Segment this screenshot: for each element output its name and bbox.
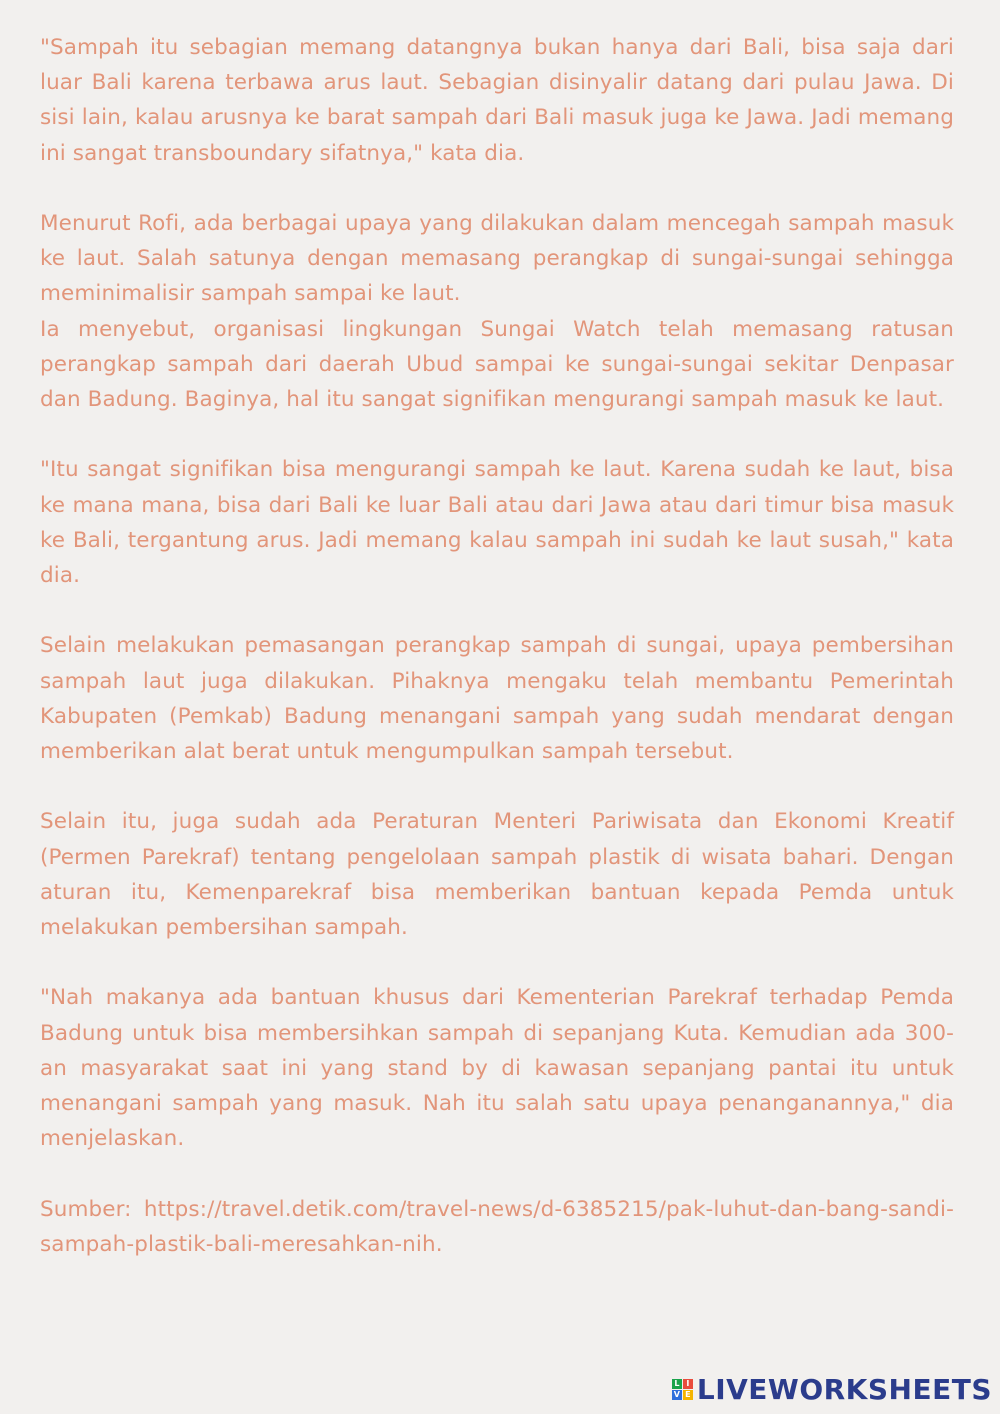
paragraph-gap [40, 1156, 954, 1191]
liveworksheets-brand [672, 1373, 992, 1406]
paragraph-gap [40, 593, 954, 628]
paragraph-7: "Nah makanya ada bantuan khusus dari Kementerian Parekraf terhadap Pemda Badung untuk bisa membersihkan sampah di sepanjang Kuta. Kemudian ada 300-an masyarakat saat ini yang stand by di kawasan sepanjang pantai itu untuk menangani sampah yang masuk. Nah itu salah satu upaya penanganannya," dia menjelaskan. [40, 985, 954, 1152]
paragraph-6: Selain itu, juga sudah ada Peraturan Menteri Pariwisata dan Ekonomi Kreatif (Permen Parekraf) tentang pengelolaan sampah plastik di wisata bahari. Dengan aturan itu, Kemenparekraf bisa memberikan bantuan kepada Pemda untuk melakukan pembersihan sampah. [40, 809, 954, 941]
logo-letter: E [683, 1390, 693, 1400]
paragraph-4: "Itu sangat signifikan bisa mengurangi sampah ke laut. Karena sudah ke laut, bisa ke mana mana, bisa dari Bali ke luar Bali atau dari Jawa atau dari timur bisa masuk ke Bali, tergantung arus. Jadi memang kalau sampah ini sudah ke laut susah," kata dia. [40, 457, 954, 589]
paragraph-gap [40, 171, 954, 206]
logo-letter: I [683, 1379, 693, 1389]
liveworksheets-logo-icon [672, 1379, 693, 1400]
source-citation: Sumber: https://travel.detik.com/travel-news/d-6385215/pak-luhut-dan-bang-sandi-sampah-plastik-bali-meresahkan-nih. [40, 1196, 954, 1257]
paragraph-2: Menurut Rofi, ada berbagai upaya yang dilakukan dalam mencegah sampah masuk ke laut. Salah satunya dengan memasang perangkap di sungai-sungai sehingga meminimalisir sampah sampai ke laut. [40, 211, 954, 307]
paragraph-1: "Sampah itu sebagian memang datangnya bukan hanya dari Bali, bisa saja dari luar Bali karena terbawa arus laut. Sebagian disinyalir datang dari pulau Jawa. Di sisi lain, kalau arusnya ke barat sampah dari Bali masuk juga ke Jawa. Jadi memang ini sangat transboundary sifatnya," kata dia. [40, 35, 954, 166]
paragraph-5: Selain melakukan pemasangan perangkap sampah di sungai, upaya pembersihan sampah laut juga dilakukan. Pihaknya mengaku telah membantu Pemerintah Kabupaten (Pemkab) Badung menangani sampah yang sudah mendarat dengan memberikan alat berat untuk mengumpulkan sampah tersebut. [40, 633, 954, 765]
brand-name: LIVEWORKSHEETS [696, 1373, 992, 1406]
paragraph-gap [40, 769, 954, 804]
paragraph-gap [40, 417, 954, 452]
logo-letter: V [673, 1390, 680, 1399]
logo-letter: L [672, 1379, 682, 1389]
paragraph-3: Ia menyebut, organisasi lingkungan Sungai Watch telah memasang ratusan perangkap sampah dari daerah Ubud sampai ke sungai-sungai sekitar Denpasar dan Badung. Baginya, hal itu sangat signifikan mengurangi sampah masuk ke laut. [40, 316, 954, 413]
paragraph-gap [40, 945, 954, 980]
document-body [40, 30, 954, 1262]
